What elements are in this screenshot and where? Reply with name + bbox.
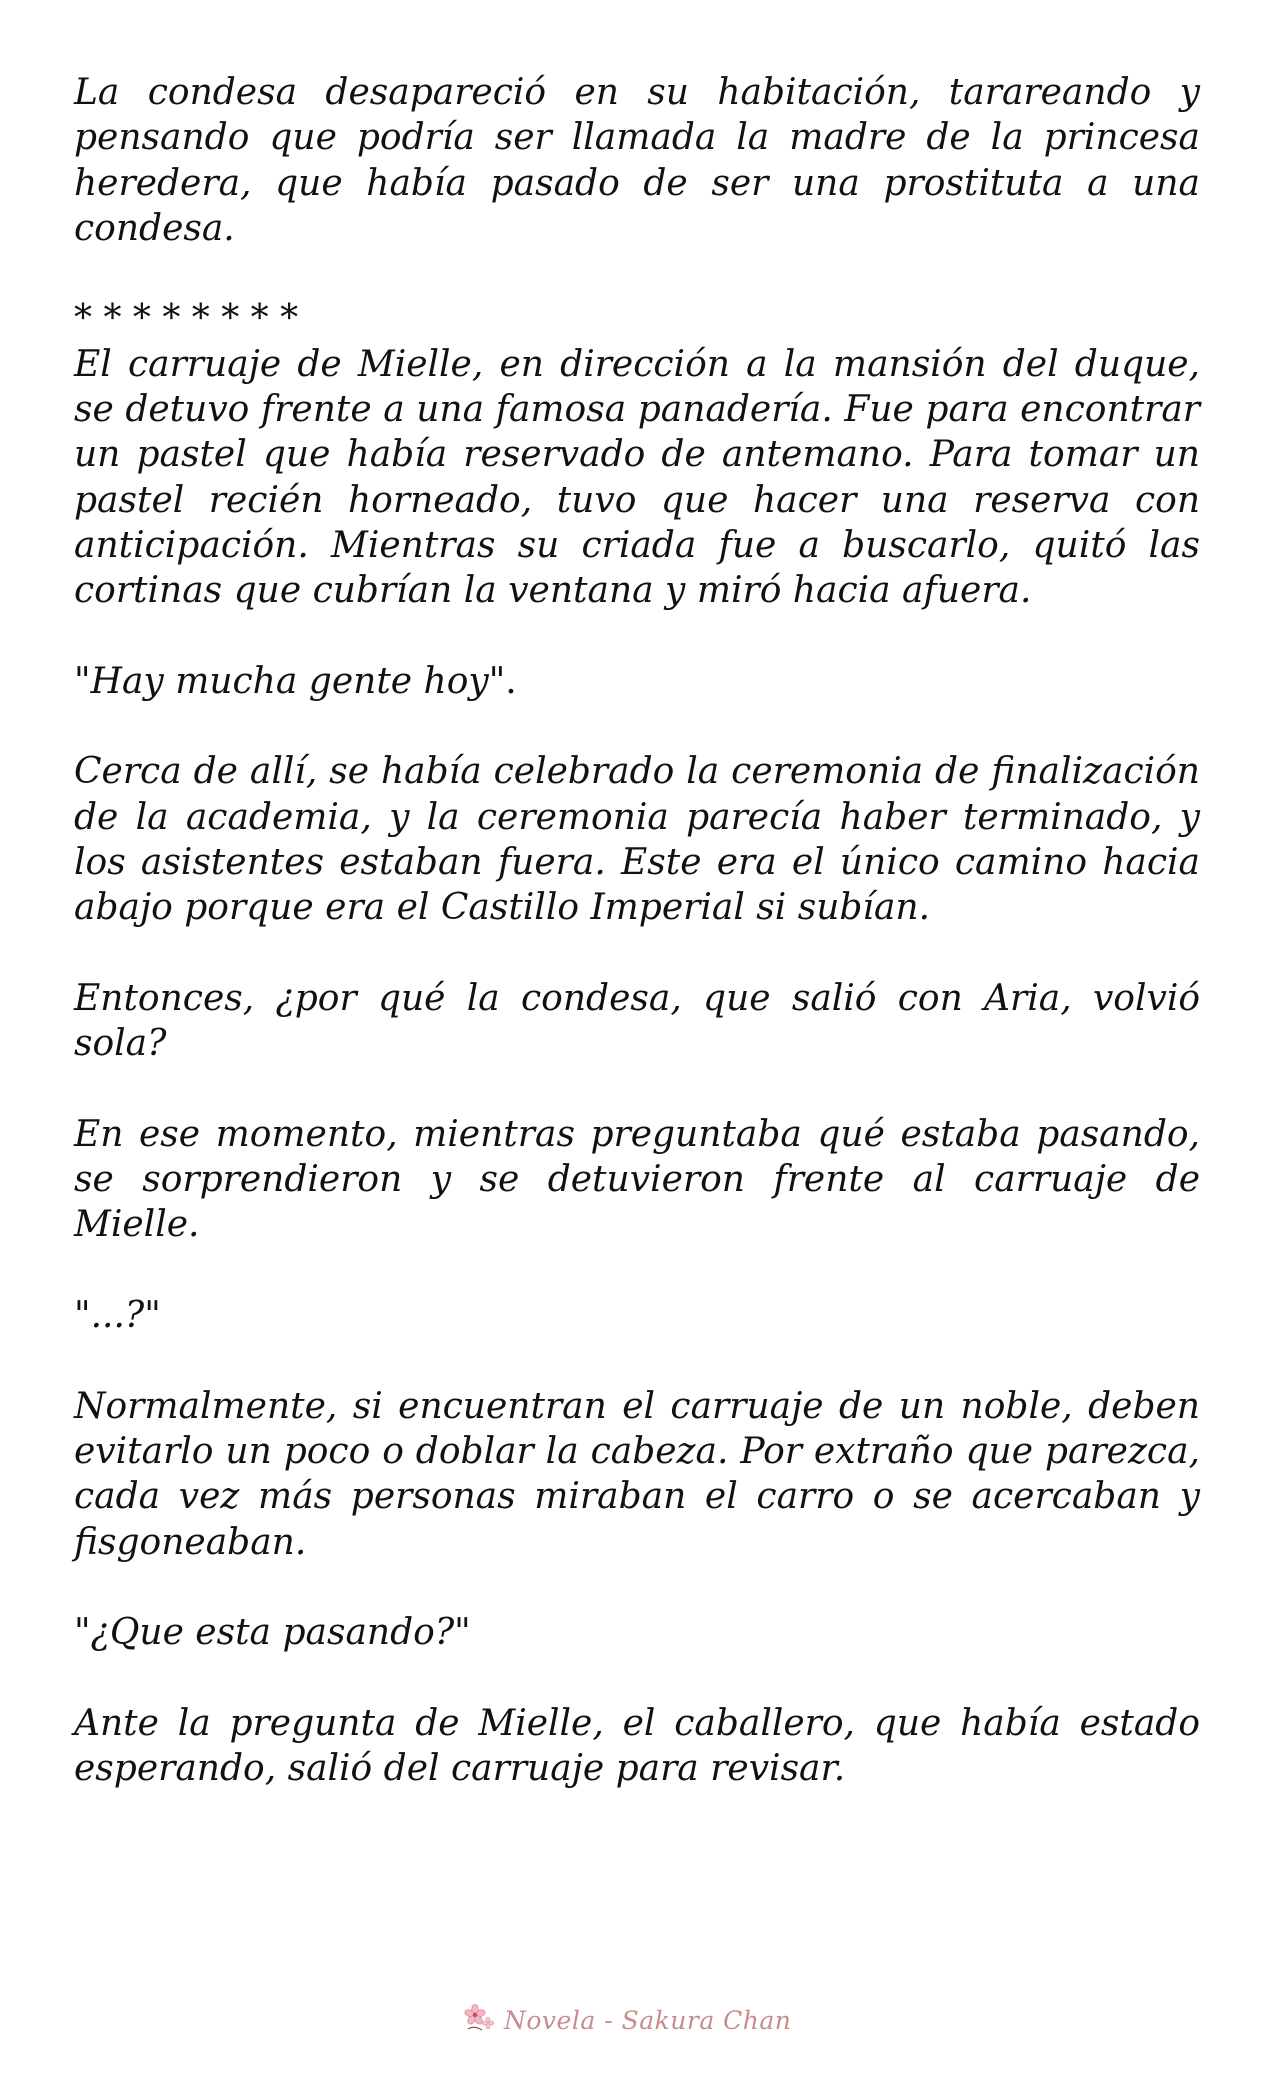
scene-break: * * * * * * * * [74,298,299,340]
paragraph-5: En ese momento, mientras preguntaba qué estaba pasando, se sorprendieron y se detuvieron frente al carruaje de Mielle. [74,1113,1200,1246]
dialogue-2-text: ...? [90,1295,145,1337]
paragraph-2: El carruaje de Mielle, en dirección a la mansión del duque, se detuvo frente a una famosa panadería. Fue para encontrar un pastel que había reservado de antemano. Para tomar un pastel recién horneado, tuvo que hacer una reserva con anticipación. Mientras su criada fue a buscarlo, quitó las cortinas que cubrían la ventana y miró hacia afuera. [74,343,1200,612]
watermark-text: Novela - Sakura Chan [504,2005,792,2035]
paragraph-7: Ante la pregunta de Mielle, el caballero, que había estado esperando, salió del carruaje para revisar. [74,1702,1200,1789]
paragraph-4: Entonces, ¿por qué la condesa, que salió con Aria, volvió sola? [74,977,1200,1065]
quote-open: " [74,1295,91,1337]
quote-close: " [454,1612,471,1654]
sakura-flower-icon [462,2003,496,2037]
quote-close: " [144,1295,161,1337]
dialogue-3-text: ¿Que esta pasando? [90,1612,455,1654]
quote-open: " [74,660,91,702]
quote-close-period: ". [488,660,517,702]
dialogue-2 [74,1293,1200,1338]
paragraph-1: La condesa desapareció en su habitación, tarareando y pensando que podría ser llamada la madre de la princesa heredera, que había pasado de ser una prostituta a una condesa. [74,72,1200,249]
footer-watermark [462,1998,791,2042]
paragraph-3: Cerca de allí, se había celebrado la ceremonia de finalización de la academia, y la ceremonia parecía haber terminado, y los asistentes estaban fuera. Este era el único camino hacia abajo porque era el Castillo Imperial si subían. [74,751,1200,929]
text-body [74,70,1200,1791]
dialogue-1-text: Hay mucha gente hoy [90,660,489,702]
dialogue-1 [74,659,1200,704]
dialogue-3 [74,1610,1200,1655]
paragraph-6: Normalmente, si encuentran el carruaje de un noble, deben evitarlo un poco o doblar la cabeza. Por extraño que parezca, cada vez más personas miraban el carro o se acercaban y fisgoneaban. [74,1385,1200,1563]
quote-open: " [74,1612,91,1654]
